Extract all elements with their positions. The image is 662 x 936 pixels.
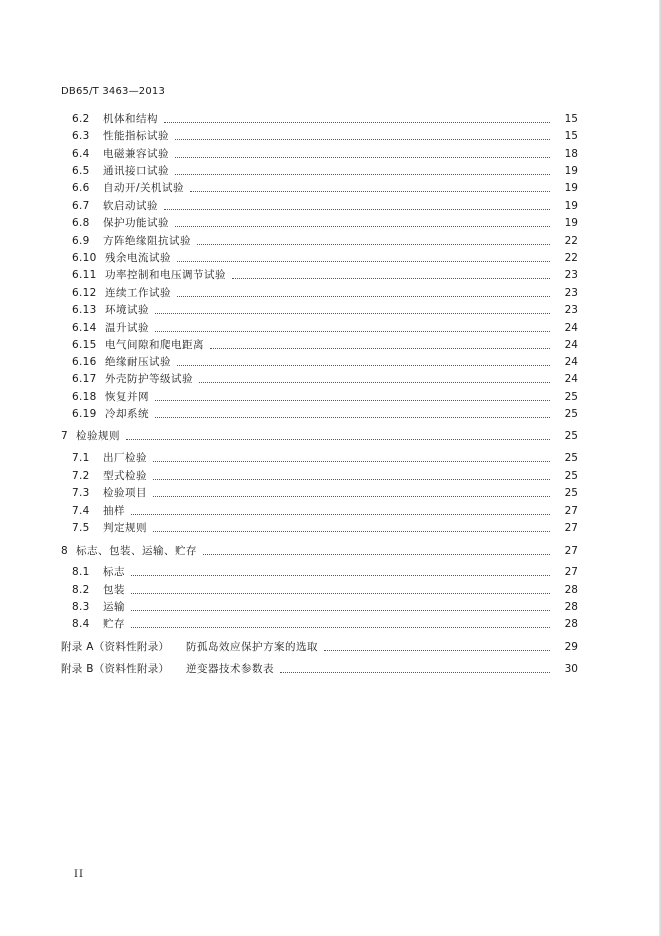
toc-entry [72,302,578,318]
toc-entry-page: 28 [564,584,578,596]
toc-entry-page: 27 [564,545,578,557]
toc-entry-number: 6.10 [72,252,97,264]
toc-entry [72,215,578,231]
toc-leader-dots [210,347,550,349]
toc-entry [72,250,578,266]
toc-leader-dots [153,495,550,497]
toc-entry [72,616,578,632]
toc-entry-title: 性能指标试验 [103,130,169,142]
toc-entry-number: 7.1 [72,452,90,464]
toc-leader-dots [175,225,550,227]
toc-entry-page: 22 [564,252,578,264]
toc-entry [72,337,578,353]
toc-entry [72,146,578,162]
toc-entry-title: 防孤岛效应保护方案的选取 [186,641,318,653]
toc-leader-dots [155,399,550,401]
toc-entry [72,371,578,387]
toc-entry-title: 保护功能试验 [103,217,169,229]
toc-entry-page: 23 [564,287,578,299]
toc-entry-page: 23 [564,304,578,316]
toc-entry-number: 6.5 [72,165,90,177]
toc-entry-title: 标志 [103,566,125,578]
toc-entry-title: 绝缘耐压试验 [105,356,171,368]
toc-entry-number: 7.4 [72,505,90,517]
toc-entry-title: 检验项目 [103,487,147,499]
toc-entry [72,180,578,196]
toc-leader-dots [175,138,550,140]
toc-entry-page: 25 [564,391,578,403]
toc-entry-page: 27 [564,566,578,578]
toc-entry-title: 型式检验 [103,470,147,482]
toc-leader-dots [175,173,550,175]
toc-entry-title: 逆变器技术参数表 [186,663,274,675]
toc-entry-page: 24 [564,322,578,334]
toc-entry [72,267,578,283]
toc-leader-dots [175,156,550,158]
toc-entry-number: 8.2 [72,584,90,596]
toc-entry-number: 6.13 [72,304,97,316]
toc-entry [72,198,578,214]
toc-entry-number: 8.1 [72,566,90,578]
toc-entry [72,163,578,179]
toc-entry-number: 附录 A（资料性附录） [61,641,170,653]
toc-entry-number: 7 [61,430,68,442]
roman-page-number: II [74,869,84,880]
toc-entry-title: 连续工作试验 [105,287,171,299]
toc-entry [72,599,578,615]
toc-entry-title: 电磁兼容试验 [103,148,169,160]
toc-leader-dots [203,553,550,555]
toc-entry-number: 8.3 [72,601,90,613]
toc-entry [72,582,578,598]
toc-leader-dots [324,649,550,651]
toc-entry-page: 25 [564,408,578,420]
toc-entry-page: 23 [564,269,578,281]
toc-entry-page: 24 [564,339,578,351]
toc-leader-dots [190,190,550,192]
toc-entry [72,285,578,301]
toc-leader-dots [177,260,550,262]
toc-entry-title: 冷却系统 [105,408,149,420]
toc-entry-number: 6.16 [72,356,97,368]
toc-entry [61,661,578,677]
toc-entry [72,111,578,127]
toc-leader-dots [164,208,550,210]
toc-entry [61,428,578,444]
toc-entry [72,520,578,536]
toc-entry-page: 28 [564,618,578,630]
toc-entry-number: 6.3 [72,130,90,142]
standard-code-header: DB65/T 3463—2013 [61,86,166,97]
toc-entry-page: 19 [564,165,578,177]
toc-entry-number: 8 [61,545,68,557]
toc-entry-page: 24 [564,373,578,385]
toc-entry-title: 判定规则 [103,522,147,534]
toc-entry-number: 6.12 [72,287,97,299]
toc-entry-page: 24 [564,356,578,368]
toc-entry-page: 19 [564,182,578,194]
toc-entry-number: 8.4 [72,618,90,630]
toc-entry-page: 27 [564,505,578,517]
toc-entry-page: 27 [564,522,578,534]
toc-entry [72,485,578,501]
toc-leader-dots [155,416,550,418]
toc-entry-number: 6.19 [72,408,97,420]
toc-entry-page: 19 [564,200,578,212]
toc-entry [72,389,578,405]
toc-entry-page: 28 [564,601,578,613]
toc-entry-page: 15 [564,130,578,142]
toc-entry-title: 恢复并网 [105,391,149,403]
toc-entry-title: 外壳防护等级试验 [105,373,193,385]
toc-leader-dots [155,312,550,314]
toc-leader-dots [280,671,550,673]
toc-entry-title: 通讯接口试验 [103,165,169,177]
toc-leader-dots [153,530,550,532]
toc-entry-title: 环境试验 [105,304,149,316]
toc-leader-dots [131,626,550,628]
toc-entry [72,233,578,249]
toc-leader-dots [177,364,550,366]
toc-entry [72,406,578,422]
toc-leader-dots [177,295,550,297]
toc-entry-title: 出厂检验 [103,452,147,464]
toc-entry-title: 贮存 [103,618,125,630]
toc-entry-title: 机体和结构 [103,113,158,125]
toc-entry-number: 6.4 [72,148,90,160]
toc-entry-number: 7.5 [72,522,90,534]
toc-leader-dots [153,478,550,480]
toc-entry-title: 软启动试验 [103,200,158,212]
toc-entry-page: 30 [564,663,578,675]
toc-entry-title: 运输 [103,601,125,613]
toc-entry-page: 15 [564,113,578,125]
toc-entry [72,320,578,336]
toc-entry [61,639,578,655]
toc-entry-page: 22 [564,235,578,247]
toc-entry [72,468,578,484]
toc-entry-number: 6.14 [72,322,97,334]
toc-entry-title: 检验规则 [76,430,120,442]
toc-entry-title: 方阵绝缘阻抗试验 [103,235,191,247]
toc-entry-title: 电气间隙和爬电距离 [105,339,204,351]
toc-entry-title: 残余电流试验 [105,252,171,264]
toc-entry-page: 29 [564,641,578,653]
toc-entry-title: 包装 [103,584,125,596]
toc-leader-dots [197,243,550,245]
toc-leader-dots [131,513,550,515]
toc-entry-page: 25 [564,470,578,482]
toc-leader-dots [131,574,550,576]
toc-entry [72,354,578,370]
toc-entry-number: 6.18 [72,391,97,403]
toc-entry-number: 6.6 [72,182,90,194]
toc-entry-page: 25 [564,452,578,464]
toc-leader-dots [164,121,550,123]
toc-leader-dots [131,609,550,611]
toc-entry [72,450,578,466]
toc-entry-title: 温升试验 [105,322,149,334]
toc-leader-dots [232,277,550,279]
toc-entry [72,564,578,580]
toc-entry-number: 6.7 [72,200,90,212]
toc-entry-title: 自动开/关机试验 [103,182,185,194]
toc-leader-dots [126,438,550,440]
toc-entry-page: 19 [564,217,578,229]
toc-entry-page: 25 [564,430,578,442]
toc-entry-title: 标志、包装、运输、贮存 [76,545,197,557]
toc-entry-number: 7.2 [72,470,90,482]
toc-entry [72,128,578,144]
toc-entry-number: 6.17 [72,373,97,385]
toc-entry-page: 18 [564,148,578,160]
toc-entry [72,503,578,519]
toc-entry-title: 功率控制和电压调节试验 [105,269,226,281]
toc-entry-number: 6.9 [72,235,90,247]
toc-entry-number: 6.2 [72,113,90,125]
toc-entry-number: 6.15 [72,339,97,351]
toc-entry-page: 25 [564,487,578,499]
toc-leader-dots [131,592,550,594]
toc-leader-dots [199,381,550,383]
toc-entry-title: 抽样 [103,505,125,517]
toc-entry [61,543,578,559]
toc-entry-number: 6.8 [72,217,90,229]
toc-entry-number: 6.11 [72,269,97,281]
toc-leader-dots [155,330,550,332]
toc-entry-number: 附录 B（资料性附录） [61,663,170,675]
toc-entry-number: 7.3 [72,487,90,499]
toc-leader-dots [153,460,550,462]
